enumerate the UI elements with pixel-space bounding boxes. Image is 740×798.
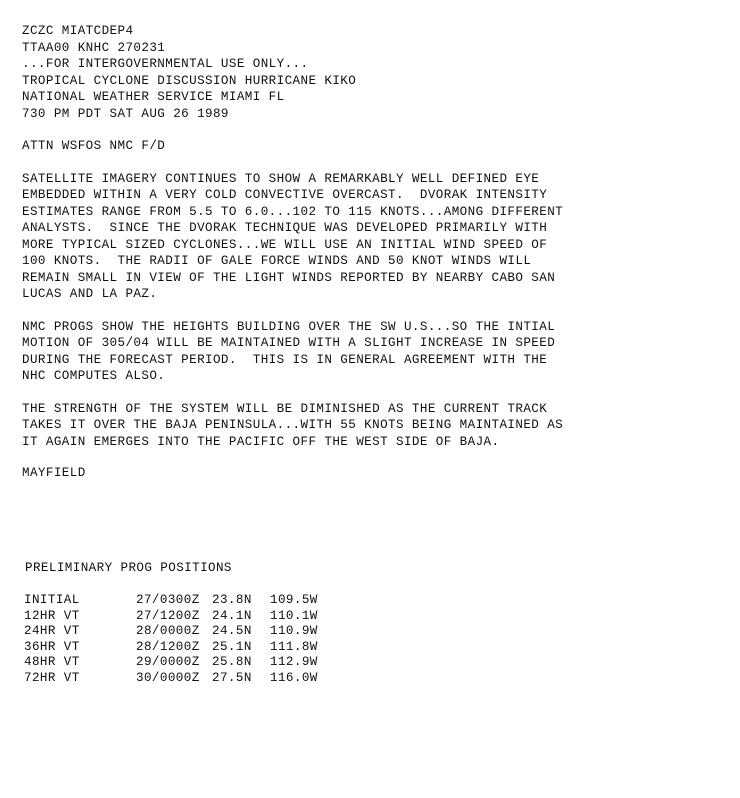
- table-row: [24, 671, 318, 687]
- longitude: 116.0W: [270, 670, 318, 685]
- forecast-time: 27/0300Z: [136, 593, 200, 607]
- header-line: TROPICAL CYCLONE DISCUSSION HURRICANE KIKO: [22, 73, 357, 88]
- latitude: 27.5N: [212, 670, 252, 685]
- forecast-time: 30/0000Z: [136, 670, 200, 685]
- latitude: 24.1N: [212, 608, 252, 623]
- forecast-label: 36HR VT: [24, 639, 80, 654]
- latitude: 23.8N: [212, 593, 252, 607]
- header-line: 730 PM PDT SAT AUG 26 1989: [22, 106, 229, 121]
- table-row: [24, 609, 318, 625]
- latitude: 24.5N: [212, 624, 252, 638]
- discussion-paragraph: SATELLITE IMAGERY CONTINUES TO SHOW A REMARKABLY WELL DEFINED EYE EMBEDDED WITHIN A VERY COLD CONVECTIVE OVERCAST. DVORAK INTENSITY ESTIMATES RANGE FROM 5.5 TO 6.0...102 TO 115 KNOTS...AMONG DIFFERENT ANALYSTS. SINCE THE DVORAK TECHNIQUE WAS DEVELOPED PRIMARILY WITH MORE TYPICAL SIZED CYCLONES...WE WILL USE AN INITIAL WIND SPEED OF 100 KNOTS. THE RADII OF GALE FORCE WINDS AND 50 KNOT WINDS WILL REMAIN SMALL IN VIEW OF THE LIGHT WINDS REPORTED BY NEARBY CABO SAN LUCAS AND LA PAZ.: [22, 171, 564, 301]
- forecast-label: 12HR VT: [24, 608, 80, 623]
- prog-positions-table: [24, 593, 318, 686]
- bulletin-page: [22, 23, 722, 686]
- discussion: [22, 171, 722, 451]
- forecast-label: INITIAL: [24, 593, 80, 607]
- forecast-label: 24HR VT: [24, 624, 80, 638]
- table-row: [24, 655, 318, 671]
- header-line: ...FOR INTERGOVERNMENTAL USE ONLY...: [22, 57, 309, 71]
- longitude: 112.9W: [270, 655, 318, 669]
- discussion-paragraph: NMC PROGS SHOW THE HEIGHTS BUILDING OVER THE SW U.S...SO THE INTIAL MOTION OF 305/04 WILL BE MAINTAINED WITH A SLIGHT INCREASE IN SPEED DURING THE FORECAST PERIOD. THIS IS IN GENERAL AGREEMENT WITH THE NHC COMPUTES ALSO.: [22, 319, 556, 383]
- discussion-paragraph: THE STRENGTH OF THE SYSTEM WILL BE DIMINISHED AS THE CURRENT TRACK TAKES IT OVER THE BAJA PENINSULA...WITH 55 KNOTS BEING MAINTAINED AS IT AGAIN EMERGES INTO THE PACIFIC OFF THE WEST SIDE OF BAJA.: [22, 401, 564, 449]
- table-row: [24, 593, 318, 609]
- header-line: ZCZC MIATCDEP4: [22, 24, 134, 38]
- forecast-time: 28/1200Z: [136, 639, 200, 654]
- table-row: [24, 624, 318, 640]
- table-row: [24, 640, 318, 656]
- longitude: 111.8W: [270, 639, 318, 654]
- attention-line: ATTN WSFOS NMC F/D: [22, 139, 166, 153]
- forecast-label: 72HR VT: [24, 670, 80, 685]
- forecast-time: 27/1200Z: [136, 608, 200, 623]
- header-line: NATIONAL WEATHER SERVICE MIAMI FL: [22, 90, 285, 104]
- forecaster-signature: MAYFIELD: [22, 466, 86, 480]
- latitude: 25.1N: [212, 639, 252, 654]
- forecast-time: 28/0000Z: [136, 624, 200, 638]
- forecast-label: 48HR VT: [24, 655, 80, 669]
- longitude: 109.5W: [270, 593, 318, 607]
- latitude: 25.8N: [212, 655, 252, 669]
- forecast-time: 29/0000Z: [136, 655, 200, 669]
- bulletin-header: [22, 23, 722, 122]
- longitude: 110.1W: [270, 608, 318, 623]
- longitude: 110.9W: [270, 624, 318, 638]
- prog-positions-title: PRELIMINARY PROG POSITIONS: [25, 560, 232, 575]
- header-line: TTAA00 KNHC 270231: [22, 40, 166, 55]
